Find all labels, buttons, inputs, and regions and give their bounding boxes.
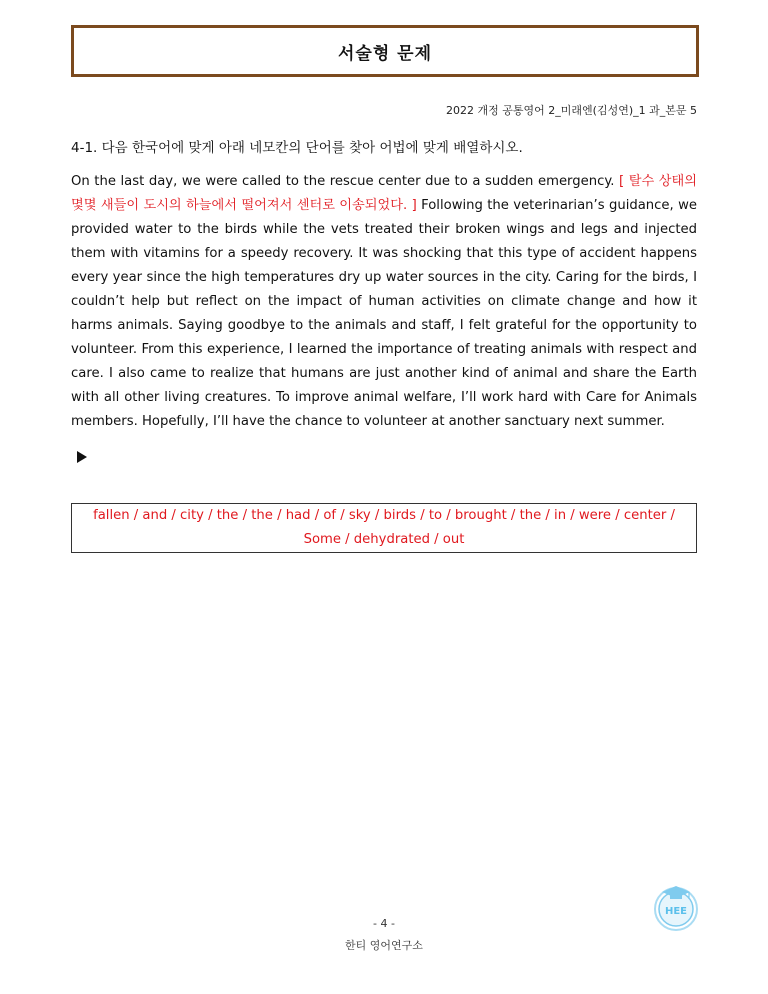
- title-box: [71, 25, 699, 77]
- source-line: 2022 개정 공통영어 2_미래엔(김성연)_1 과_본문 5: [446, 104, 697, 117]
- word-bank-box: [71, 503, 697, 553]
- passage: [71, 170, 697, 434]
- page-number: - 4 -: [373, 917, 395, 930]
- question-prompt: 4-1. 다음 한국어에 맞게 아래 네모칸의 단어를 찾아 어법에 맞게 배열하시오.: [71, 140, 523, 156]
- word-bank-text: fallen / and / city / the / the / had / of / sky / birds / to / brought / the / in / were / center / Some / dehydrated / out: [93, 508, 675, 547]
- triangle-right-icon: [77, 451, 87, 463]
- passage-before: On the last day, we were called to the rescue center due to a sudden emergency.: [71, 174, 620, 189]
- logo-text: HEE: [664, 906, 688, 917]
- footer-text: 한티 영어연구소: [345, 939, 423, 952]
- hee-logo-icon: [650, 880, 702, 932]
- passage-highlight: [ 탈수 상태의 몇몇 새들이 도시의 하늘에서 떨어져서 센터로 이송되었다. ]: [71, 174, 697, 213]
- passage-after: Following the veterinarian’s guidance, we provided water to the birds while the vets treated their broken wings and legs and injected them with vitamins for a speedy recovery. It was shocking that this type of accident happens every year since the high temperatures dry up water sources in the city. Caring for the birds, I couldn’t help but reflect on the impact of human activities on climate change and how it harms animals. Saying goodbye to the animals and staff, I felt grateful for the opportunity to volunteer. From this experience, I learned the importance of treating animals with respect and care. I also came to realize that humans are just another kind of animal and share the Earth with all other living creatures. To improve animal welfare, I’ll work hard with Care for Animals members. Hopefully, I’ll have the chance to volunteer at another sanctuary next summer.: [71, 198, 697, 429]
- page-title: 서술형 문제: [337, 43, 433, 64]
